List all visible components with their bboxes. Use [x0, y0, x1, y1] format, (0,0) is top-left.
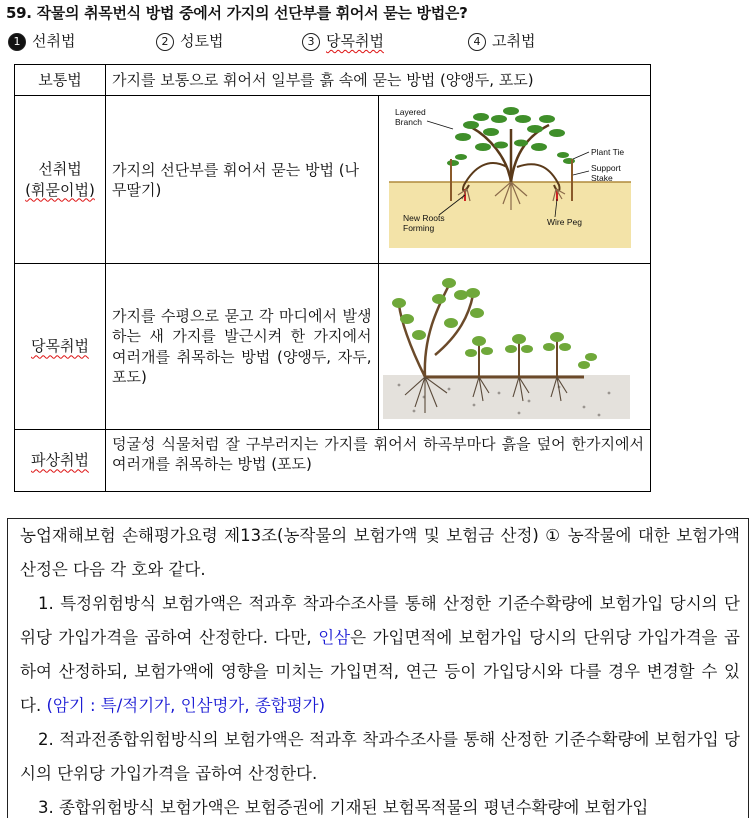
- label-new-roots-2: Forming: [402, 222, 434, 233]
- option-3-number: 3: [302, 33, 320, 51]
- label-layered-branch-2: Branch: [394, 116, 422, 127]
- table-row: [15, 65, 651, 96]
- law-item-1-mnemonic: (암기 : 특/적기가, 인삼명가, 종합평가): [46, 696, 326, 715]
- label-support-1: Support: [590, 162, 621, 173]
- option-3[interactable]: [302, 30, 384, 51]
- law-item-1-b: 은 가입면적에 보험가입 당시의 단위당 가입가격을 곱하여 산정하되, 보험가액에 영향을 미치는 가입면적, 연근 등이 가입당시와 다를 경우 변경할 수 있다.: [20, 628, 740, 715]
- option-2-number: 2: [156, 33, 174, 51]
- desc-cell: 가지의 선단부를 휘어서 묻는 방법 (나무딸기): [106, 96, 379, 264]
- tip-layering-illustration: [379, 97, 634, 263]
- law-item-1: [20, 587, 740, 723]
- law-item-1-a: 1. 특정위험방식 보험가액은 적과후 착과수조사를 통해 산정한 기준수확량에 보험가입 당시의 단위당 가입가격을 곱하여 산정한다. 다만,: [20, 594, 740, 647]
- desc-cell: 가지를 보통으로 휘어서 일부를 흙 속에 묻는 방법 (양앵두, 포도): [106, 65, 651, 96]
- label-wire-peg: Wire Peg: [546, 216, 582, 227]
- tip-layering-figure: [378, 96, 651, 264]
- method-cell: [15, 264, 106, 430]
- method-cell: [15, 96, 106, 264]
- method-cell: 보통법: [15, 65, 106, 96]
- law-item-3: 3. 종합위험방식 보험가액은 보험증권에 기재된 보험목적물의 평년수확량에 보험가입: [38, 798, 649, 817]
- label-support-2: Stake: [590, 172, 613, 183]
- desc-cell: 덩굴성 식물처럼 잘 구부러지는 가지를 휘어서 하곡부마다 흙을 덮어 한가지에서 여러개를 취목하는 방법 (포도): [106, 430, 651, 492]
- option-4-number: 4: [468, 33, 486, 51]
- law-excerpt: [7, 518, 749, 818]
- option-4-label: 고취법: [492, 32, 536, 50]
- answer-options: [0, 30, 750, 52]
- method-label: 당목취법: [31, 337, 89, 356]
- question-title: 59. 작물의 취목번식 방법 중에서 가지의 선단부를 휘어서 묻는 방법은?: [6, 4, 468, 22]
- method-label: 선취법: [38, 160, 82, 179]
- method-sub-label: (휘묻이법): [25, 180, 95, 199]
- law-intro: 농업재해보험 손해평가요령 제13조(농작물의 보험가액 및 보험금 산정) ① 농작물에 대한 보험가액 산정은 다음 각 호와 같다.: [20, 526, 740, 579]
- option-1-number: 1: [8, 33, 26, 51]
- layering-methods-table: [14, 64, 651, 492]
- option-2-label: 성토법: [180, 32, 224, 50]
- option-4[interactable]: [468, 30, 535, 51]
- trench-layering-figure: [378, 264, 651, 430]
- option-2[interactable]: [156, 30, 223, 51]
- option-3-label: 당목취법: [326, 32, 384, 50]
- option-1[interactable]: [8, 30, 75, 51]
- method-label: 파상취법: [31, 451, 89, 470]
- trench-layering-illustration: [379, 265, 634, 429]
- label-new-roots-1: New Roots: [402, 212, 445, 223]
- method-cell: [15, 430, 106, 492]
- option-1-label: 선취법: [32, 32, 76, 50]
- table-row: [15, 430, 651, 492]
- label-plant-tie: Plant Tie: [590, 146, 624, 157]
- table-row: [15, 264, 651, 430]
- law-item-2: 2. 적과전종합위험방식의 보험가액은 적과후 착과수조사를 통해 산정한 기준수확량에 보험가입 당시의 단위당 가입가격을 곱하여 산정한다.: [20, 730, 740, 783]
- law-item-1-ginseng: 인삼: [318, 628, 351, 647]
- table-row: [15, 96, 651, 264]
- label-layered-branch-1: Layered: [394, 106, 426, 117]
- desc-cell: 가지를 수평으로 묻고 각 마디에서 발생하는 새 가지를 발근시켜 한 가지에서 여러개를 취목하는 방법 (양앵두, 자두, 포도): [106, 264, 379, 430]
